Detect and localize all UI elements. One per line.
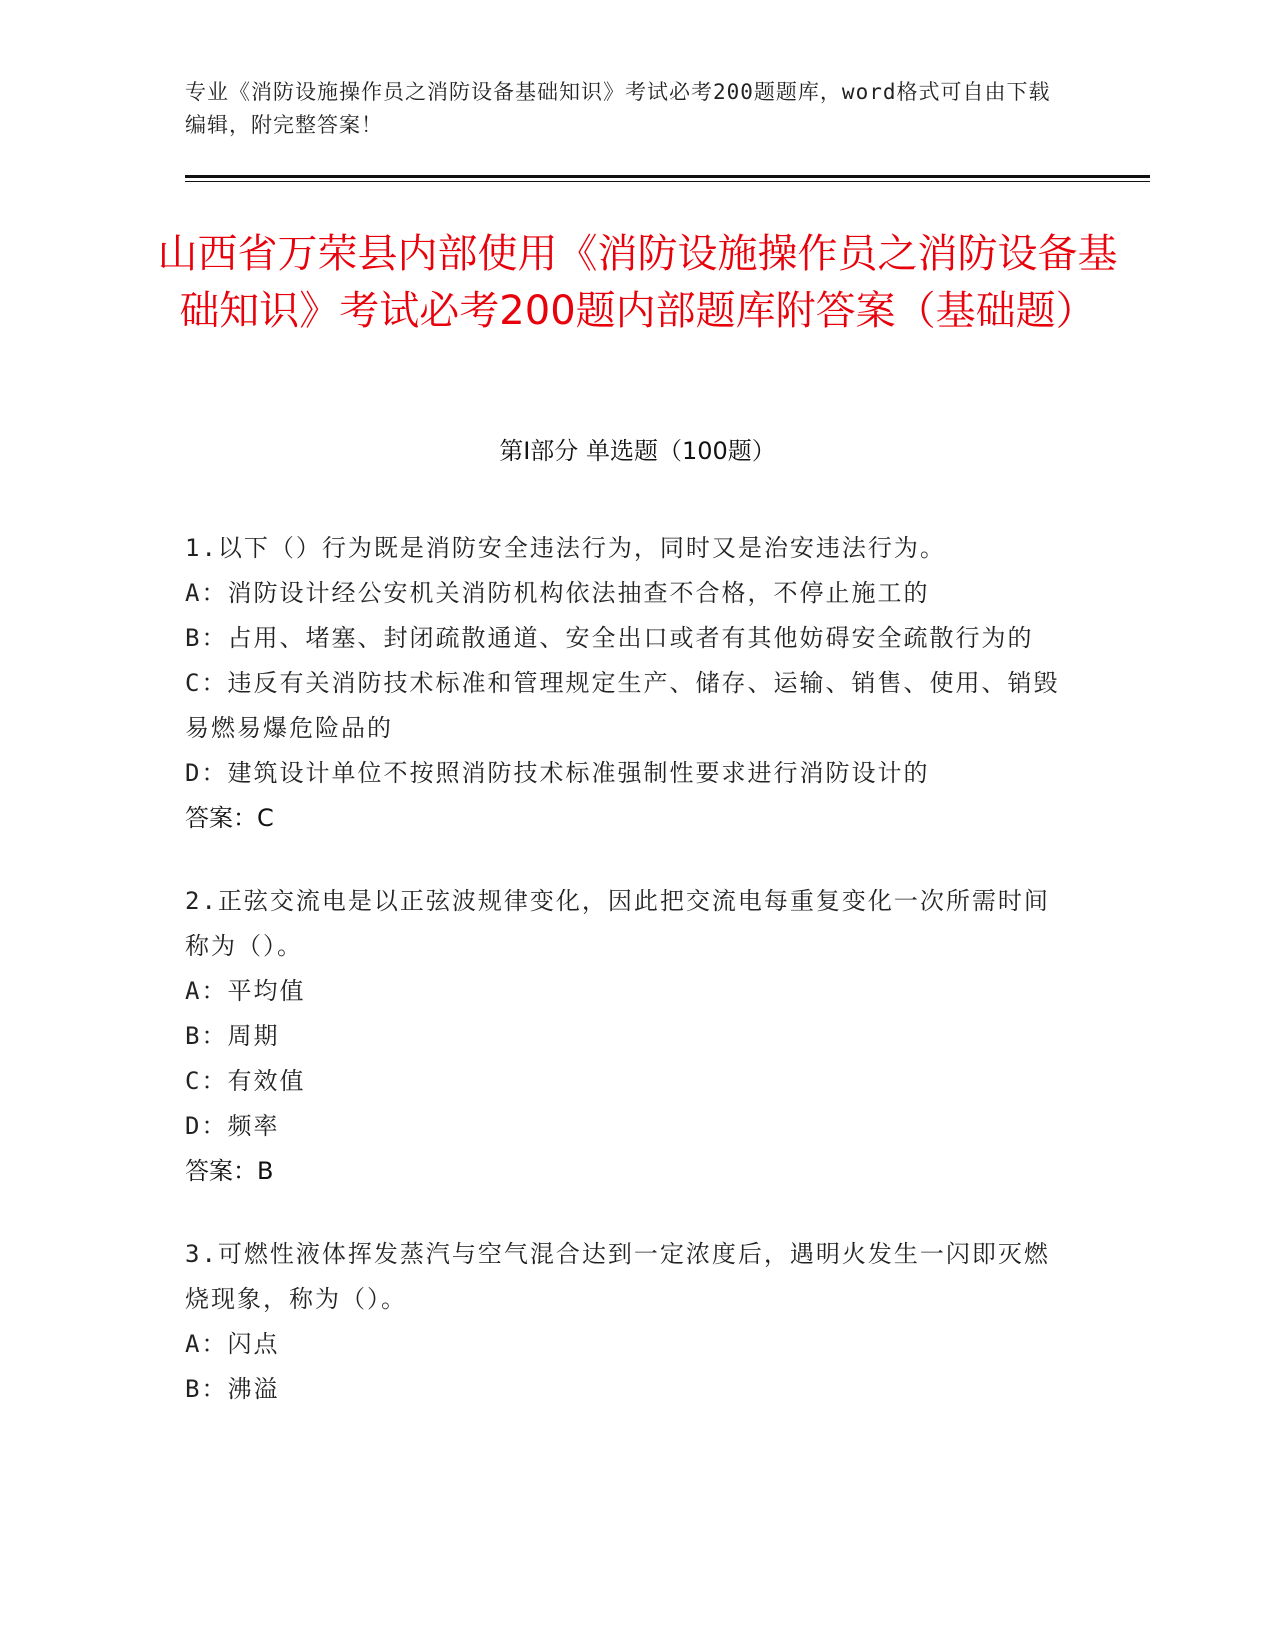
option-b: B：占用、堵塞、封闭疏散通道、安全出口或者有其他妨碍安全疏散行为的 — [185, 624, 1034, 652]
question-2 — [185, 879, 1065, 1194]
option-a: A：消防设计经公安机关消防机构依法抽查不合格，不停止施工的 — [185, 579, 930, 607]
header-divider-thin — [185, 181, 1150, 182]
question-stem: 1.以下（）行为既是消防安全违法行为，同时又是治安违法行为。 — [185, 534, 946, 562]
header-divider-thick — [185, 175, 1150, 178]
question-stem: 3.可燃性液体挥发蒸汽与空气混合达到一定浓度后，遇明火发生一闪即灭燃烧现象，称为（）。 — [185, 1240, 1050, 1313]
question-3 — [185, 1232, 1065, 1412]
header-note: 专业《消防设施操作员之消防设备基础知识》考试必考200题题库，word格式可自由下载编辑，附完整答案！ — [185, 80, 1051, 137]
answer-line: 答案：B — [185, 1157, 274, 1185]
option-b: B：沸溢 — [185, 1375, 280, 1403]
section-title: 第I部分 单选题（100题） — [499, 437, 776, 465]
question-1 — [185, 526, 1065, 841]
answer-line: 答案：C — [185, 804, 274, 832]
option-c: C：有效值 — [185, 1067, 306, 1095]
option-c: C：违反有关消防技术标准和管理规定生产、储存、运输、销售、使用、销毁易燃易爆危险品的 — [185, 669, 1060, 742]
option-b: B：周期 — [185, 1022, 280, 1050]
option-d: D：频率 — [185, 1112, 280, 1140]
option-a: A：闪点 — [185, 1330, 280, 1358]
question-list — [185, 526, 1065, 1450]
option-d: D：建筑设计单位不按照消防技术标准强制性要求进行消防设计的 — [185, 759, 930, 787]
option-a: A：平均值 — [185, 977, 306, 1005]
document-title: 山西省万荣县内部使用《消防设施操作员之消防设备基础知识》考试必考200题内部题库附答案（基础题） — [157, 231, 1118, 334]
question-stem: 2.正弦交流电是以正弦波规律变化，因此把交流电每重复变化一次所需时间称为（）。 — [185, 887, 1050, 960]
